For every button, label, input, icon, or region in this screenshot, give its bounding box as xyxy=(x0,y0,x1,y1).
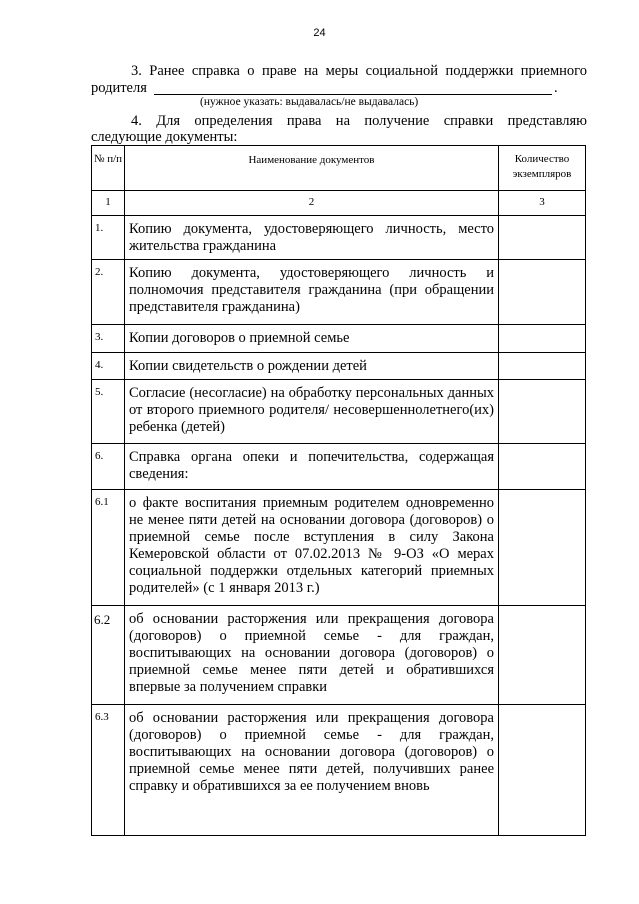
row-text: о факте воспитания приемным родителем одновременно не менее пяти детей на основании договора (договоров) о приемной семье после вступления в силу Закона Кемеровской области от 07.02.2013 № 9-ОЗ «О мерах социальной поддержки отдельных категорий приемных родителей» (с 1 января 2013 г.) xyxy=(125,490,499,605)
row-text: об основании расторжения или прекращения договора (договоров) о приемной семье - для граждан, воспитывающих на основании договора (договоров) о приемной семье менее пяти детей и обратившихся впервые за получением справки xyxy=(125,606,499,704)
row-count-cell[interactable] xyxy=(499,380,585,443)
header-num: № п/п xyxy=(92,146,125,190)
table-column-numbers-row xyxy=(92,190,585,215)
row-count-cell[interactable] xyxy=(499,606,585,704)
table-row xyxy=(92,443,585,489)
row-num: 3. xyxy=(92,325,125,352)
row-count-cell[interactable] xyxy=(499,490,585,605)
table-row xyxy=(92,352,585,379)
table-row xyxy=(92,259,585,324)
table-row xyxy=(92,489,585,605)
table-header-row xyxy=(92,146,585,190)
row-count-cell[interactable] xyxy=(499,216,585,259)
item4-line2: следующие документы: xyxy=(91,129,238,145)
row-text: Копию документа, удостоверяющего личность и полномочия представителя гражданина (при обращении представителя гражданина) xyxy=(125,260,499,324)
row-num: 5. xyxy=(92,380,125,443)
page-number: 24 xyxy=(313,27,326,39)
row-text: Согласие (несогласие) на обработку персональных данных от второго приемного родителя/ несовершеннолетнего(их) ребенка (детей) xyxy=(125,380,499,443)
row-count-cell[interactable] xyxy=(499,444,585,489)
item3-line1: 3. Ранее справка о праве на меры социальной поддержки приемного xyxy=(131,63,587,79)
row-num: 6.1 xyxy=(92,490,125,605)
table-row xyxy=(92,379,585,443)
row-num: 2. xyxy=(92,260,125,324)
table-row xyxy=(92,324,585,352)
item3-line2-start: родителя xyxy=(91,80,147,96)
row-count-cell[interactable] xyxy=(499,705,585,835)
table-row xyxy=(92,605,585,704)
table-row xyxy=(92,704,585,835)
row-count-cell[interactable] xyxy=(499,260,585,324)
documents-table xyxy=(91,145,586,836)
row-num: 6. xyxy=(92,444,125,489)
col-number-2: 2 xyxy=(125,191,499,215)
row-num: 6.3 xyxy=(92,705,125,835)
row-num: 6.2 xyxy=(92,606,125,704)
row-count-cell[interactable] xyxy=(499,353,585,379)
row-text: об основании расторжения или прекращения договора (договоров) о приемной семье - для граждан, воспитывающих на основании договора (договоров) о приемной семье менее пяти детей, получивших ранее справку и обратившихся за ее получением вновь xyxy=(125,705,499,835)
item3-line2-end: . xyxy=(554,80,558,96)
col-number-3: 3 xyxy=(539,196,545,208)
row-num: 4. xyxy=(92,353,125,379)
item3-answer-line[interactable] xyxy=(154,94,552,95)
item4-line1: 4. Для определения права на получение справки представляю xyxy=(131,113,587,129)
row-num: 1. xyxy=(92,216,125,259)
item3-note: (нужное указать: выдавалась/не выдавалась) xyxy=(200,96,419,108)
col-number-1: 1 xyxy=(92,191,125,215)
row-count-cell[interactable] xyxy=(499,325,585,352)
header-name: Наименование документов xyxy=(125,146,499,190)
row-text: Справка органа опеки и попечительства, содержащая сведения: xyxy=(125,444,499,489)
row-text: Копию документа, удостоверяющего личность, место жительства гражданина xyxy=(125,216,499,259)
row-text: Копии договоров о приемной семье xyxy=(125,325,499,352)
table-row xyxy=(92,215,585,259)
row-text: Копии свидетельств о рождении детей xyxy=(125,353,499,379)
header-count: Количество экземпляров xyxy=(512,153,572,180)
